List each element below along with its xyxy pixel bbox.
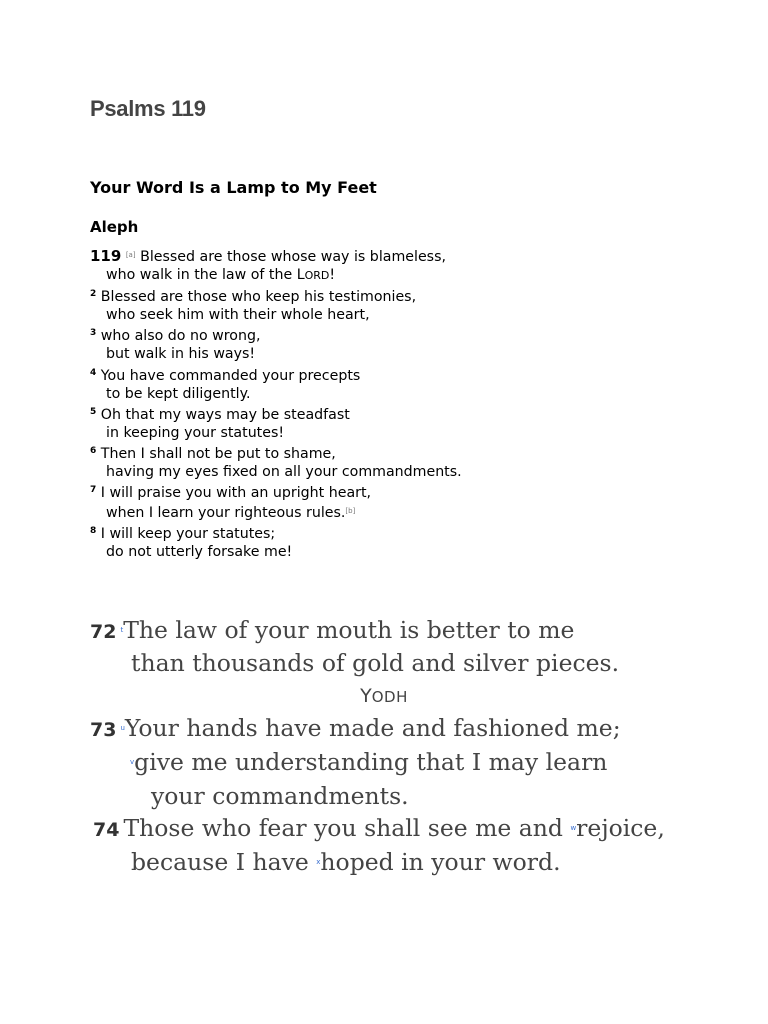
verse-1-line-2: who walk in the law of the LORD! xyxy=(106,267,336,284)
verse-73-line-1: 73 $^u$Your hands have made and fashioned me; xyxy=(90,714,621,742)
verse-72-line-2: than thousands of gold and silver pieces. xyxy=(131,649,620,677)
lord-smallcaps: LORD xyxy=(296,267,330,284)
subsection-heading: Aleph xyxy=(90,218,139,236)
verse-number: 74 xyxy=(93,819,120,841)
verse-1-line-1: 119 [a] Blessed are those whose way is blameless, xyxy=(90,247,446,265)
footnote-marker[interactable]: [a] xyxy=(125,251,136,259)
verse-3-line-2: but walk in his ways! xyxy=(106,346,256,363)
verse-number: 6 xyxy=(90,445,97,456)
verse-72-line-1: 72 $^t$The law of your mouth is better to me xyxy=(90,616,575,644)
chapter-number: 119 xyxy=(90,247,122,265)
verse-number: 5 xyxy=(90,406,97,417)
cross-reference-marker[interactable]: w xyxy=(570,824,577,832)
verse-2-line-1: $^2$ Blessed are those who keep his testimonies, xyxy=(90,289,417,306)
verse-block xyxy=(90,246,462,562)
verse-4-line-1: $^4$ You have commanded your precepts xyxy=(90,367,361,384)
verse-73-line-2: $^v$give me understanding that I may learn xyxy=(130,748,608,776)
verse-74-line-1: 74 Those who fear you shall see me and $^w$rejoice, xyxy=(93,814,665,842)
verse-73-line-3: your commandments. xyxy=(151,782,409,810)
footnote-marker[interactable]: [b] xyxy=(345,507,356,516)
verse-7-line-2: when I learn your righteous rules.[b] xyxy=(106,505,356,522)
verse-74-line-2: because I have $^x$hoped in your word. xyxy=(131,848,561,876)
verse-8-line-1: $^8$ I will keep your statutes; xyxy=(90,526,276,543)
page-title: Psalms 119 xyxy=(90,96,206,121)
verse-6-line-1: $^6$ Then I shall not be put to shame, xyxy=(90,445,336,462)
cross-reference-marker[interactable]: t xyxy=(120,626,124,634)
verse-number: 8 xyxy=(90,526,97,537)
verse-number: 73 xyxy=(90,719,117,741)
verse-number: 4 xyxy=(90,367,97,378)
yodh-heading: YODH xyxy=(360,685,408,707)
verse-5-line-1: $^5$ Oh that my ways may be steadfast xyxy=(90,406,350,423)
verse-3-line-1: $^3$ who also do no wrong, xyxy=(90,328,261,345)
cross-reference-marker[interactable]: v xyxy=(130,758,135,766)
verse-6-line-2: having my eyes fixed on all your commandments. xyxy=(106,464,462,481)
cross-reference-marker[interactable]: x xyxy=(316,858,321,866)
cross-reference-marker[interactable]: u xyxy=(120,724,125,732)
verse-2-line-2: who seek him with their whole heart, xyxy=(106,307,370,324)
verse-7-line-1: $^7$ I will praise you with an upright heart, xyxy=(90,485,372,502)
verse-4-line-2: to be kept diligently. xyxy=(106,385,251,402)
verse-number: 3 xyxy=(90,328,97,339)
verse-8-line-2: do not utterly forsake me! xyxy=(106,544,293,561)
verse-5-line-2: in keeping your statutes! xyxy=(106,424,285,441)
verse-number: 7 xyxy=(90,485,97,496)
verse-number: 2 xyxy=(90,289,97,300)
section-heading: Your Word Is a Lamp to My Feet xyxy=(90,178,377,197)
verse-number: 72 xyxy=(90,621,117,643)
